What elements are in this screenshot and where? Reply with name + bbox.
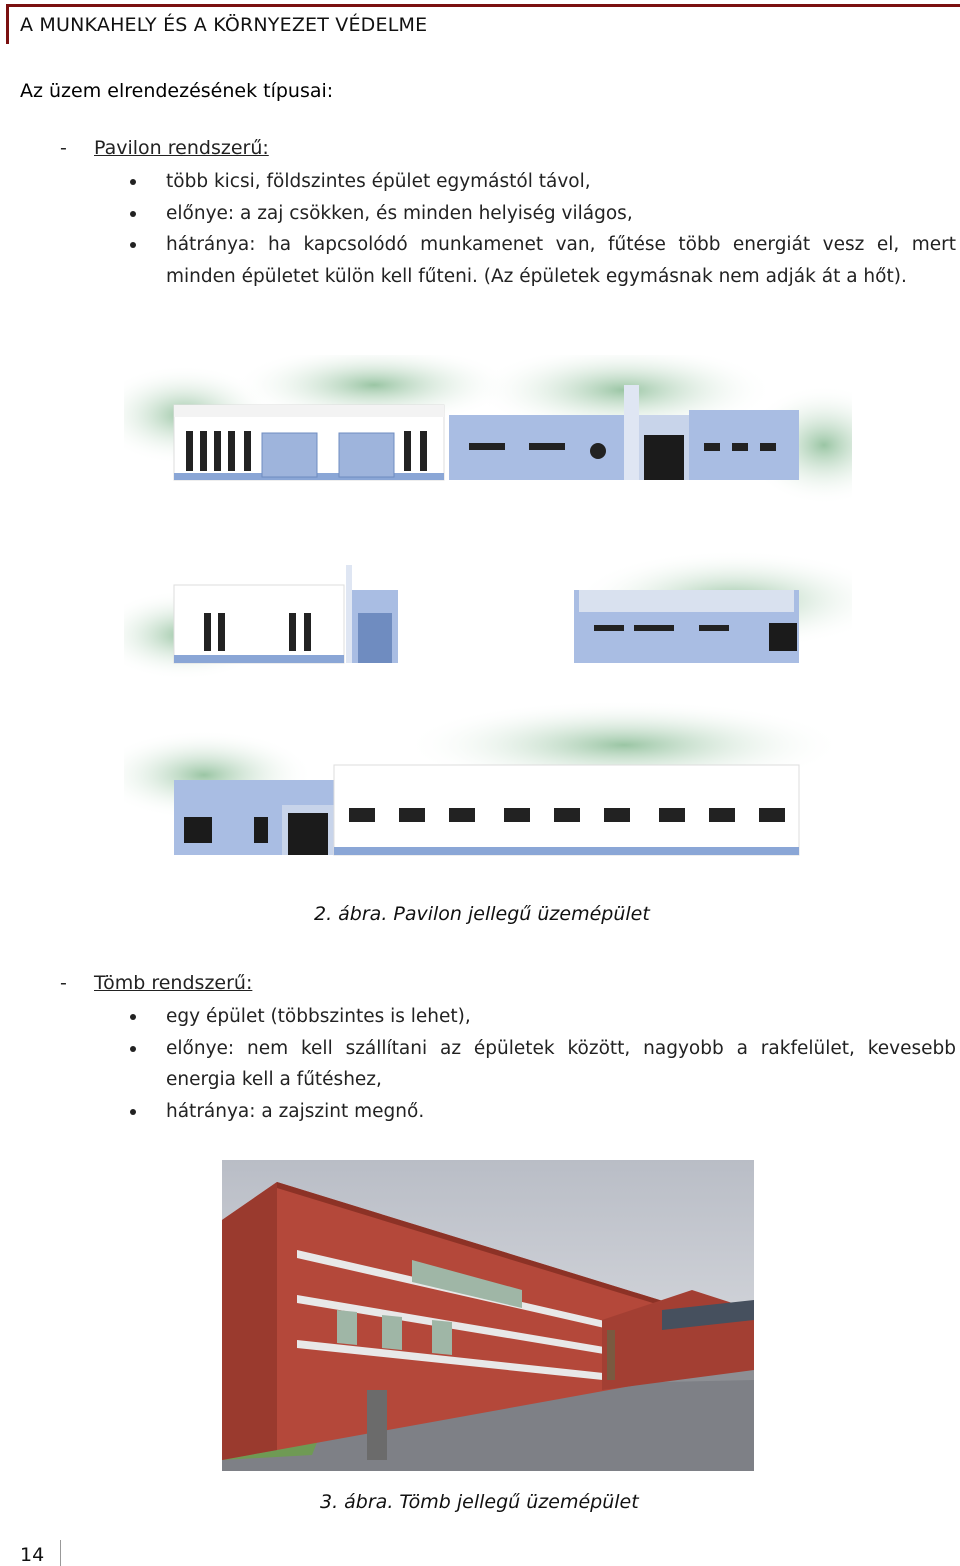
dash-marker: - <box>60 972 67 994</box>
bullet-icon <box>130 179 136 185</box>
page-header-title: A MUNKAHELY ÉS A KÖRNYEZET VÉDELME <box>20 14 428 36</box>
header-side-rule <box>6 4 9 44</box>
elevation-row-1 <box>124 355 852 505</box>
header-rule <box>6 4 960 7</box>
pavilon-building-figure <box>124 355 852 875</box>
tomb-heading <box>60 972 252 994</box>
dash-marker: - <box>60 137 67 159</box>
list-item: hátránya: a zajszint megnő. <box>130 1096 956 1128</box>
section-title: Az üzem elrendezésének típusai: <box>20 80 334 102</box>
pavilon-label: Pavilon rendszerű: <box>94 137 269 159</box>
pavilon-bullet-list <box>130 166 956 292</box>
figure-2-caption: 2. ábra. Pavilon jellegű üzemépület <box>314 903 650 925</box>
tomb-bullet-list <box>130 1001 956 1127</box>
tomb-label: Tömb rendszerű: <box>94 972 253 994</box>
page-number: 14 <box>20 1544 45 1566</box>
figure-3-caption: 3. ábra. Tömb jellegű üzemépület <box>320 1491 639 1513</box>
footer-rule <box>60 1540 61 1566</box>
bullet-icon <box>130 242 136 248</box>
elevation-row-2 <box>124 550 852 680</box>
pavilon-heading <box>60 137 269 159</box>
tomb-building-figure <box>222 1160 754 1471</box>
list-item: hátránya: ha kapcsolódó munkamenet van, fűtése több energiát vesz el, mert minden épületet külön kell fűteni. (Az épületek egymásnak nem adják át a hőt). <box>130 229 956 292</box>
bullet-icon <box>130 1046 136 1052</box>
list-item: több kicsi, földszintes épület egymástól távol, <box>130 166 956 198</box>
bullet-icon <box>130 1109 136 1115</box>
elevation-row-3 <box>124 700 844 855</box>
bullet-icon <box>130 1014 136 1020</box>
list-item: egy épület (többszintes is lehet), <box>130 1001 956 1033</box>
bullet-icon <box>130 211 136 217</box>
list-item: előnye: nem kell szállítani az épületek között, nagyobb a rakfelület, kevesebb energia kell a fűtéshez, <box>130 1033 956 1096</box>
list-item: előnye: a zaj csökken, és minden helyiség világos, <box>130 198 956 230</box>
